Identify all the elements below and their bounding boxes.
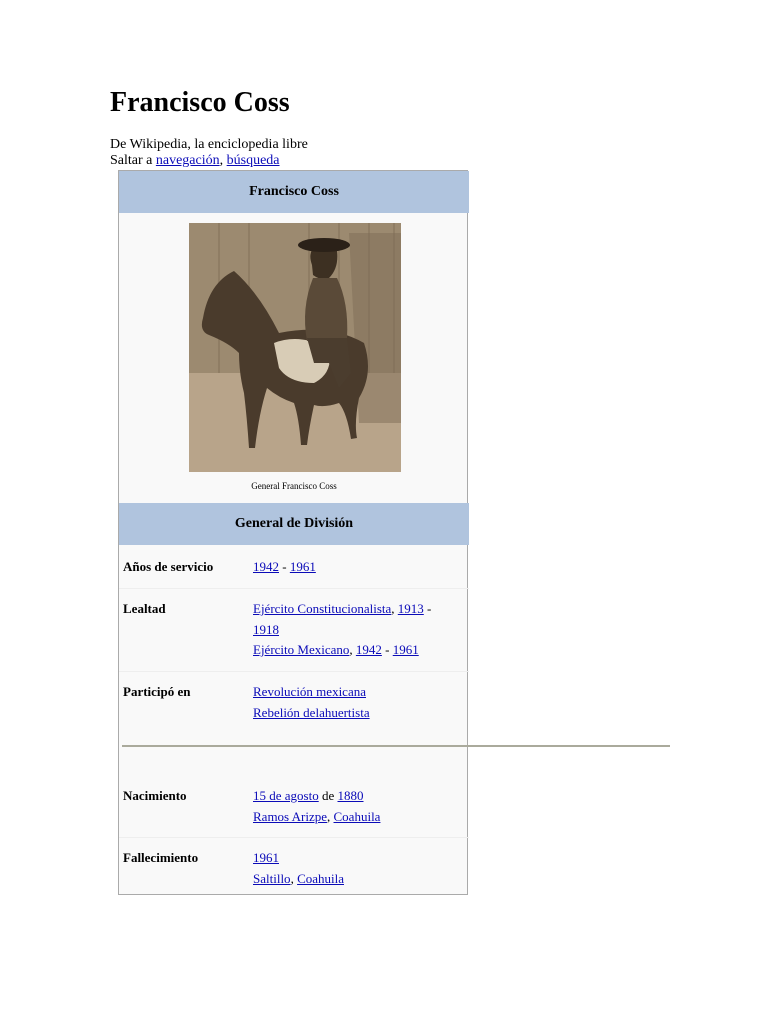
value-line: [253, 807, 463, 828]
value-link[interactable]: Revolución mexicana: [253, 684, 366, 699]
label-participated-in: Participó en: [123, 684, 191, 699]
value-line: [253, 682, 463, 703]
value-line: [253, 786, 463, 807]
value-line: [253, 640, 463, 661]
value-text: ,: [327, 808, 334, 824]
page-title: Francisco Coss: [110, 87, 290, 118]
value-link[interactable]: 1961: [253, 850, 279, 865]
value-link[interactable]: 1918: [253, 621, 279, 637]
row-divider: [119, 588, 469, 589]
value-link[interactable]: Rebelión delahuertista: [253, 704, 370, 720]
value-text: -: [279, 559, 290, 574]
navigation-link[interactable]: navegación: [155, 153, 220, 168]
row-divider: [119, 837, 469, 838]
value-line: [253, 869, 463, 890]
value-line: [253, 848, 463, 869]
value-link[interactable]: Saltillo: [253, 870, 291, 886]
value-link[interactable]: Ejército Constitucionalista: [253, 601, 392, 616]
value-link[interactable]: Coahuila: [297, 870, 344, 886]
value-link[interactable]: 1942: [253, 559, 279, 574]
value-years-of-service: [253, 557, 463, 578]
value-text: -: [423, 601, 432, 616]
value-loyalty: [253, 599, 463, 661]
jump-prefix: Saltar a: [110, 153, 156, 168]
value-participated-in: [253, 682, 463, 723]
value-link[interactable]: 1913: [397, 601, 424, 616]
value-text: de: [318, 788, 338, 803]
jump-links: [110, 153, 280, 169]
infobox-title: Francisco Coss: [119, 171, 469, 213]
site-tagline: De Wikipedia, la enciclopedia libre: [110, 137, 308, 152]
infobox: [118, 170, 468, 895]
value-line: [253, 599, 463, 620]
label-years-of-service: Años de servicio: [123, 559, 214, 574]
label-loyalty: Lealtad: [123, 601, 166, 616]
value-link[interactable]: 1880: [337, 788, 364, 803]
jump-separator: ,: [219, 153, 227, 168]
value-link[interactable]: 1961: [289, 559, 316, 574]
portrait-photo-drawing: [189, 223, 401, 472]
value-birth: [253, 786, 463, 827]
value-line: [253, 557, 463, 578]
label-death: Fallecimiento: [123, 850, 199, 865]
value-death: [253, 848, 463, 889]
value-text: ,: [391, 601, 398, 616]
value-link[interactable]: 1961: [392, 642, 419, 657]
value-link[interactable]: Coahuila: [333, 808, 381, 824]
value-link[interactable]: 15 de agosto: [253, 788, 319, 803]
value-text: -: [381, 642, 393, 657]
section-header: General de División: [119, 503, 469, 545]
horizontal-rule: [122, 745, 670, 747]
search-link[interactable]: búsqueda: [226, 153, 280, 168]
label-birth: Nacimiento: [123, 788, 187, 803]
value-text: ,: [349, 642, 356, 657]
value-link[interactable]: 1942: [355, 642, 382, 657]
portrait-photo[interactable]: [189, 223, 401, 472]
value-line: [253, 703, 463, 724]
value-link[interactable]: Ramos Arizpe: [253, 808, 328, 824]
value-link[interactable]: Ejército Mexicano: [253, 642, 350, 657]
row-divider: [119, 671, 469, 672]
value-text: ,: [290, 870, 298, 886]
photo-caption: General Francisco Coss: [251, 481, 337, 491]
value-line: [253, 620, 463, 641]
